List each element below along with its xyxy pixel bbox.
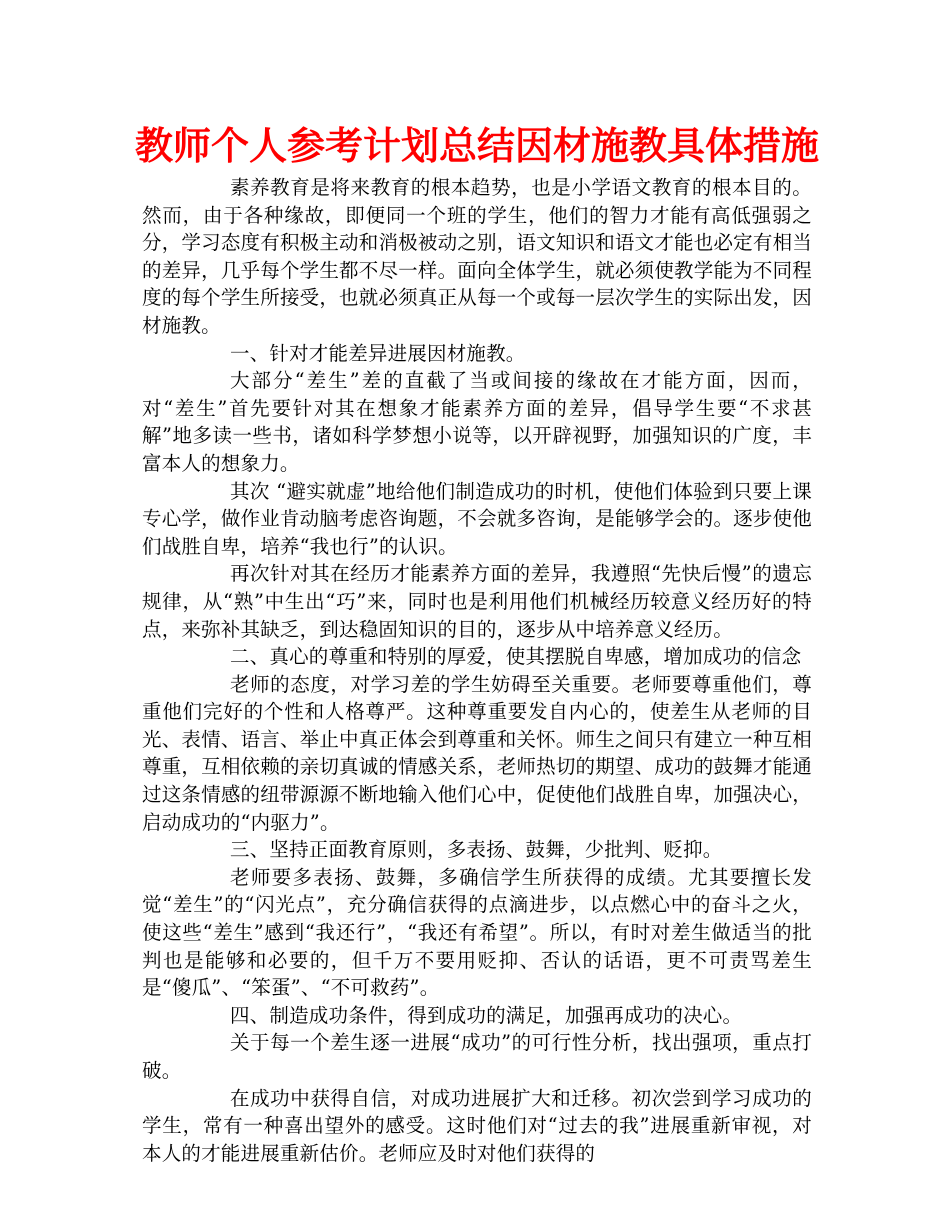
paragraph: 大部分“差生”差的直截了当或间接的缘故在才能方面，因而，对“差生”首先要针对其在想象才能素养方面的差异，倡导学生要“不求甚解”地多读一些书，诸如科学梦想小说等，以开辟视野，加强知识的广度，丰富本人的想象力。 bbox=[142, 369, 812, 475]
document-title: 教师个人参考计划总结因材施教具体措施 bbox=[134, 123, 819, 168]
paragraph: 再次针对其在经历才能素养方面的差异，我遵照“先快后慢”的遗忘规律，从“熟”中生出“巧”来，同时也是利用他们机械经历较意义经历好的特点，来弥补其缺乏，到达稳固知识的目的，逐步从中培养意义经历。 bbox=[142, 562, 812, 641]
paragraph-heading-2: 二、真心的尊重和特别的厚爱，使其摆脱自卑感，增加成功的信念 bbox=[230, 645, 802, 669]
paragraph-heading-4: 四、制造成功条件，得到成功的满足，加强再成功的决心。 bbox=[230, 1003, 743, 1027]
paragraph: 其次 “避实就虚”地给他们制造成功的时机，使他们体验到只要上课专心学，做作业肯动脑考虑咨询题，不会就多咨询，是能够学会的。逐步使他们战胜自卑，培养“我也行”的认识。 bbox=[142, 479, 812, 558]
paragraph: 老师要多表扬、鼓舞，多确信学生所获得的成绩。尤其要擅长发觉“差生”的“闪光点”，充分确信获得的点滴进步，以点燃心中的奋斗之火，使这些“差生”感到“我还行”，“我还有希望”。所以，有时对差生做适当的批判也是能够和必要的，但千万不要用贬抑、否认的话语，更不可责骂差生是“傻瓜”、“笨蛋”、“不可救药”。 bbox=[142, 865, 812, 1000]
document-page bbox=[134, 118, 819, 1167]
paragraph: 在成功中获得自信，对成功进展扩大和迁移。初次尝到学习成功的学生，常有一种喜出望外的感受。这时他们对“过去的我”进展重新审视，对本人的才能进展重新估价。老师应及时对他们获得的 bbox=[142, 1086, 812, 1165]
paragraph: 老师的态度，对学习差的学生妨碍至关重要。老师要尊重他们，尊重他们完好的个性和人格尊严。这种尊重要发自内心的，使差生从老师的目光、表情、语言、举止中真正体会到尊重和关怀。师生之间只有建立一种互相尊重，互相依赖的亲切真诚的情感关系，老师热切的期望、成功的鼓舞才能通过这条情感的纽带源源不断地输入他们心中，促使他们战胜自卑，加强决心，启动成功的“内驱力”。 bbox=[142, 672, 812, 834]
paragraph-heading-1: 一、针对才能差异进展因材施教。 bbox=[230, 341, 526, 365]
paragraph-heading-3: 三、坚持正面教育原则，多表扬、鼓舞，少批判、贬抑。 bbox=[230, 838, 723, 862]
paragraph: 关于每一个差生逐一进展“成功”的可行性分析，找出强项，重点打破。 bbox=[142, 1031, 812, 1082]
paragraph-intro: 素养教育是将来教育的根本趋势，也是小学语文教育的根本目的。然而，由于各种缘故，即便同一个班的学生，他们的智力才能有高低强弱之分，学习态度有积极主动和消极被动之别，语文知识和语文才能也必定有相当的差异，几乎每个学生都不尽一样。面向全体学生，就必须使教学能为不同程度的每个学生所接受，也就必须真正从每一个或每一层次学生的实际出发，因材施教。 bbox=[142, 176, 812, 337]
